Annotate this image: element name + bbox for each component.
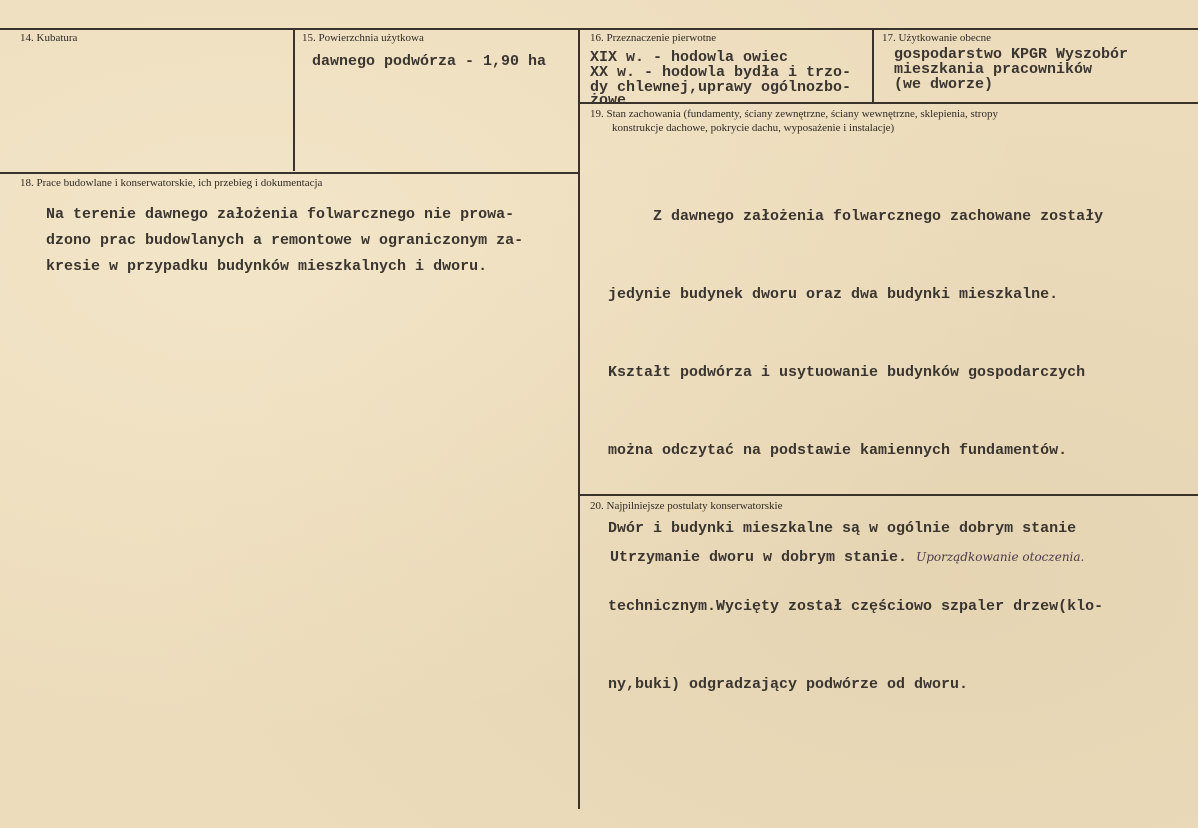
cell-19-label-line1: Stan zachowania (fundamenty, ściany zewnętrzne, ściany wewnętrzne, sklepienia, stropy (606, 108, 998, 120)
cell-17-line: mieszkania pracowników (894, 61, 1093, 78)
cell-17-line: gospodarstwo KPGR Wyszobór (894, 46, 1129, 63)
cell-18-label: 18. Prace budowlane i konserwatorskie, ich przebieg i dokumentacja (20, 177, 323, 189)
cell-19-line: Kształt podwórza i usytuowanie budynków gospodarczych (608, 364, 1086, 381)
cell-17-label: 17. Użytkowanie obecne (882, 32, 992, 44)
main-vertical-divider (578, 29, 580, 809)
cell-16-line: żowe (590, 92, 627, 109)
cell-16-line: XX w. - hodowla bydła i trzo- (590, 64, 852, 81)
cell-15-value: dawnego podwórza - 1,90 ha (312, 53, 547, 70)
divider-above-18 (0, 172, 579, 174)
cell-20-handwritten-note: Uporządkowanie otoczenia. (916, 550, 1085, 564)
cell-17-line: (we dworze) (894, 76, 994, 93)
divider-14-15 (293, 29, 295, 171)
cell-20-label: 20. Najpilniejsze postulaty konserwatorskie (590, 500, 783, 512)
cell-19-label-number: 19. (590, 108, 604, 120)
cell-17-text (894, 47, 1128, 92)
cell-20-text (610, 544, 1084, 571)
cell-19-line: ny,buki) odgradzający podwórze od dworu. (608, 676, 969, 693)
cell-16-line: dy chlewnej,uprawy ogólnozbo- (590, 79, 852, 96)
cell-14-label: 14. Kubatura (20, 32, 78, 44)
cell-19-line: Dwór i budynki mieszkalne są w ogólnie dobrym stanie (608, 520, 1077, 537)
cell-19-text (608, 152, 1103, 750)
cell-19-line: można odczytać na podstawie kamiennych fundamentów. (608, 442, 1068, 459)
top-border (0, 28, 1198, 30)
divider-16-17 (872, 29, 874, 103)
cell-19-label-continued: konstrukcje dachowe, pokrycie dachu, wyposażenie i instalacje) (612, 122, 895, 134)
cell-16-text (590, 50, 851, 110)
cell-19-line: Z dawnego założenia folwarcznego zachowane zostały (608, 208, 1104, 225)
cell-20-typed: Utrzymanie dworu w dobrym stanie. (610, 549, 908, 566)
cell-15-label: 15. Powierzchnia użytkowa (302, 32, 424, 44)
cell-16-label: 16. Przeznaczenie pierwotne (590, 32, 717, 44)
cell-18-text (46, 202, 523, 280)
cell-19-line: technicznym.Wycięty został częściowo szpaler drzew(klo- (608, 598, 1104, 615)
cell-16-line: XIX w. - hodowla owiec (590, 49, 789, 66)
cell-19-label (590, 108, 998, 120)
cell-18-line: Na terenie dawnego założenia folwarcznego nie prowa- (46, 206, 515, 223)
cell-18-line: kresie w przypadku budynków mieszkalnych i dworu. (46, 258, 488, 275)
cell-18-line: dzono prac budowlanych a remontowe w ograniczonym za- (46, 232, 524, 249)
cell-19-line: jedynie budynek dworu oraz dwa budynki mieszkalne. (608, 286, 1059, 303)
